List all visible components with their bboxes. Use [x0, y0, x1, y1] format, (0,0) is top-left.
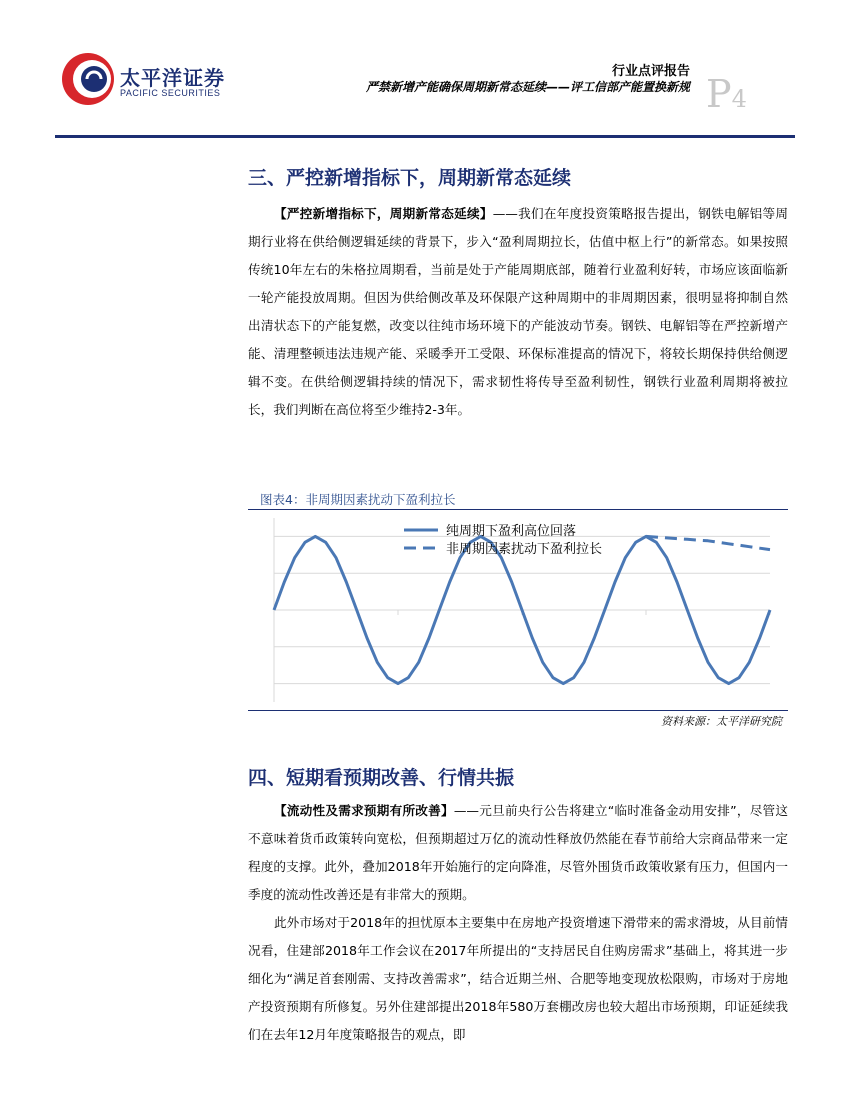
logo-chinese-name: 太平洋证券 — [120, 66, 225, 90]
section-4-paragraph-1 — [248, 797, 788, 909]
legend-label-2: 非周期因素扰动下盈利拉长 — [446, 542, 603, 557]
section-4-title: 四、短期看预期改善、行情共振 — [248, 767, 515, 789]
page-letter: P — [706, 72, 732, 116]
figure-top-rule — [248, 509, 788, 510]
logo-english-name: PACIFIC SECURITIES — [120, 88, 221, 98]
section-3-title: 三、严控新增指标下，周期新常态延续 — [248, 167, 572, 189]
figure-title: 图表4：非周期因素扰动下盈利拉长 — [260, 492, 456, 507]
figure-bottom-rule — [248, 710, 788, 711]
page-number — [706, 72, 747, 116]
section-4-body: ——元旦前央行公告将建立“临时准备金动用安排”，尽管这不意味着货币政策转向宽松，但预期超过万亿的流动性释放仍然能在春节前给大宗商品带来一定程度的支撑。此外，叠加2018年开始施行的定向降准，尽管外围货币政策收紧有压力，但国内一季度的流动性改善还是有非常大的预期。 — [248, 803, 788, 902]
section-3-paragraph — [248, 200, 788, 424]
section-4-lead: 【流动性及需求预期有所改善】 — [274, 803, 454, 818]
figure-source: 资料来源：太平洋研究院 — [661, 715, 782, 728]
report-title: 严禁新增产能确保周期新常态延续——评工信部产能置换新规 — [365, 80, 690, 94]
page-digit: 4 — [731, 85, 747, 113]
profit-cycle-chart — [248, 512, 788, 708]
section-3-body: ——我们在年度投资策略报告提出，钢铁电解铝等周期行业将在供给侧逻辑延续的背景下，步入“盈利周期拉长，估值中枢上行”的新常态。如果按照传统10年左右的朱格拉周期看，当前是处于产能周期底部，随着行业盈利好转，市场应该面临新一轮产能投放周期。但因为供给侧改革及环保限产这种周期中的非周期因素，很明显将抑制自然出清状态下的产能复燃，改变以往纯市场环境下的产能波动节奏。钢铁、电解铝等在严控新增产能、清理整顿违法违规产能、采暖季开工受限、环保标准提高的情况下，将较长期保持供给侧逻辑不变。在供给侧逻辑持续的情况下，需求韧性将传导至盈利韧性，钢铁行业盈利周期将被拉长，我们判断在高位将至少维持2-3年。 — [248, 206, 789, 417]
section-4-paragraph-2: 此外市场对于2018年的担忧原本主要集中在房地产投资增速下滑带来的需求滑坡，从目前情况看，住建部2018年工作会议在2017年所提出的“支持居民自住购房需求”基础上，将其进一步细化为“满足首套刚需、支持改善需求”，结合近期兰州、合肥等地变现放松限购，市场对于房地产投资预期有所修复。另外住建部提出2018年580万套棚改房也较大超出市场预期，印证延续我们在去年12月年度策略报告的观点，即 — [248, 915, 788, 1042]
section-3-lead: 【严控新增指标下，周期新常态延续】 — [274, 206, 493, 221]
report-type: 行业点评报告 — [611, 64, 690, 79]
legend-label-1: 纯周期下盈利高位回落 — [446, 524, 577, 539]
header-divider — [55, 135, 795, 138]
series-line-2 — [646, 536, 770, 549]
